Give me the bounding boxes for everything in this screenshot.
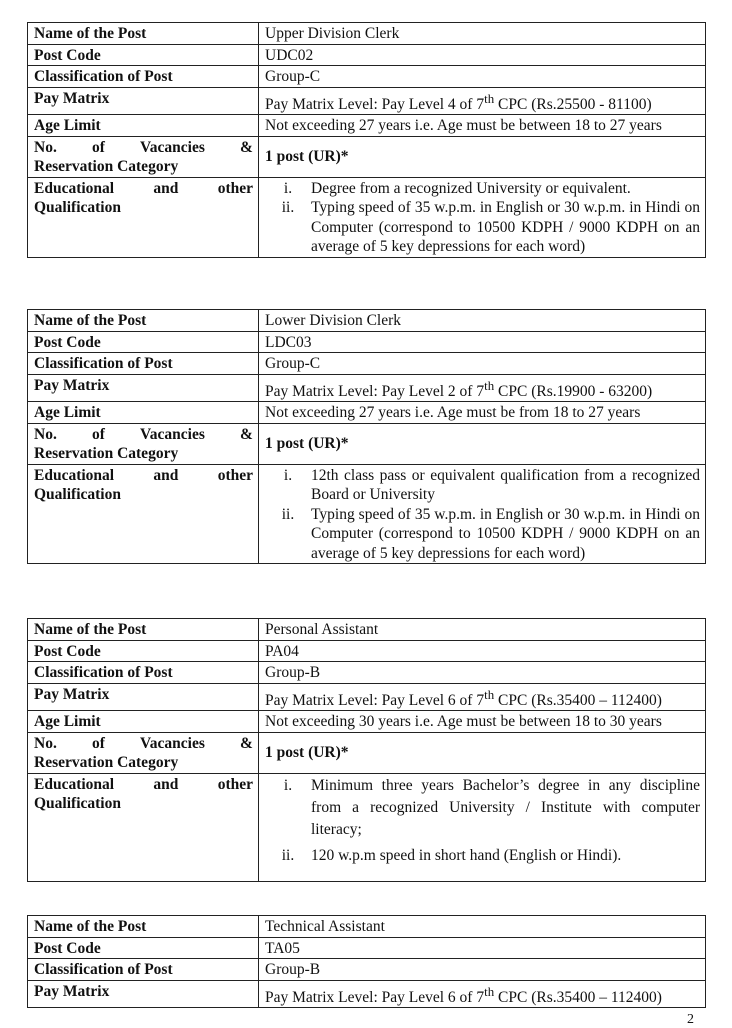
table-row — [28, 980, 706, 1008]
label-word: and — [153, 466, 179, 484]
label-vacancies — [28, 732, 259, 773]
label-classification: Classification of Post — [28, 662, 259, 684]
label-qualification — [28, 773, 259, 881]
post-qualifications — [259, 773, 706, 881]
pay-text-b: CPC (Rs.35400 – 112400) — [494, 988, 662, 1006]
post-code: PA04 — [259, 640, 706, 662]
qualification-list — [265, 466, 700, 564]
qualification-list — [265, 179, 700, 257]
list-item — [265, 198, 700, 257]
label-word: of — [91, 734, 105, 752]
post-pay-matrix — [259, 374, 706, 402]
label-post-code: Post Code — [28, 331, 259, 353]
pay-text-b: CPC (Rs.35400 – 112400) — [494, 691, 662, 709]
label-pay-matrix: Pay Matrix — [28, 980, 259, 1008]
label-word: Qualification — [34, 199, 121, 217]
pay-text-a: Pay Matrix Level: Pay Level 4 of 7 — [265, 95, 485, 113]
post-classification: Group-B — [259, 959, 706, 981]
post-code: LDC03 — [259, 331, 706, 353]
label-word: Qualification — [34, 795, 121, 813]
list-item — [265, 466, 700, 505]
page-number: 2 — [687, 1012, 694, 1027]
label-word: Educational — [34, 179, 115, 197]
label-age-limit: Age Limit — [28, 402, 259, 424]
label-word: Educational — [34, 775, 115, 793]
label-vacancies — [28, 136, 259, 177]
label-pay-matrix: Pay Matrix — [28, 87, 259, 115]
label-word: Reservation Category — [34, 754, 179, 772]
list-text: 12th class pass or equivalent qualification from a recognized Board or University — [311, 466, 700, 504]
post-table-ta — [27, 915, 706, 1008]
post-pay-matrix — [259, 980, 706, 1008]
label-name-of-post: Name of the Post — [28, 310, 259, 332]
label-word: other — [217, 466, 253, 484]
table-row — [28, 331, 706, 353]
table-row — [28, 916, 706, 938]
list-text: Minimum three years Bachelor’s degree in any discipline from a recognized University / Institute with computer literacy; — [311, 776, 700, 838]
table-row — [28, 464, 706, 564]
table-row — [28, 640, 706, 662]
table-row — [28, 310, 706, 332]
label-qualification — [28, 464, 259, 564]
label-classification: Classification of Post — [28, 66, 259, 88]
table-row — [28, 619, 706, 641]
table-row — [28, 711, 706, 733]
list-number: ii. — [281, 846, 295, 864]
table-row — [28, 683, 706, 711]
post-code: TA05 — [259, 937, 706, 959]
list-item — [265, 775, 700, 841]
label-word: other — [217, 775, 253, 793]
pay-text-a: Pay Matrix Level: Pay Level 6 of 7 — [265, 988, 485, 1006]
table-row — [28, 959, 706, 981]
label-word: of — [91, 138, 105, 156]
table-row — [28, 115, 706, 137]
list-text: 120 w.p.m speed in short hand (English or Hindi). — [311, 846, 622, 864]
label-word: & — [240, 425, 253, 443]
list-number: i. — [283, 179, 293, 197]
list-text: Typing speed of 35 w.p.m. in English or 30 w.p.m. in Hindi on Computer (correspond to 10500 KDPH / 9000 KDPH on an average of 5 key depressions for each word) — [311, 199, 700, 256]
table-row — [28, 662, 706, 684]
post-vacancies: 1 post (UR)* — [259, 136, 706, 177]
table-row — [28, 773, 706, 881]
list-number: ii. — [281, 199, 295, 217]
post-age-limit: Not exceeding 30 years i.e. Age must be between 18 to 30 years — [259, 711, 706, 733]
pay-text-sup: th — [484, 983, 495, 999]
label-word: Vacancies — [140, 138, 205, 156]
label-word: Reservation Category — [34, 158, 179, 176]
post-name: Technical Assistant — [259, 916, 706, 938]
label-word: & — [240, 734, 253, 752]
label-word: other — [217, 179, 253, 197]
post-classification: Group-C — [259, 66, 706, 88]
label-classification: Classification of Post — [28, 353, 259, 375]
table-row — [28, 423, 706, 464]
label-name-of-post: Name of the Post — [28, 23, 259, 45]
pay-text-sup: th — [484, 686, 495, 702]
post-name: Personal Assistant — [259, 619, 706, 641]
label-name-of-post: Name of the Post — [28, 916, 259, 938]
list-text: Degree from a recognized University or equivalent. — [311, 179, 631, 197]
post-age-limit: Not exceeding 27 years i.e. Age must be from 18 to 27 years — [259, 402, 706, 424]
label-word: and — [153, 775, 179, 793]
post-table-ldc — [27, 309, 706, 564]
post-pay-matrix — [259, 683, 706, 711]
table-row — [28, 937, 706, 959]
label-pay-matrix: Pay Matrix — [28, 683, 259, 711]
pay-text-sup: th — [484, 90, 495, 106]
qualification-list — [265, 775, 700, 867]
post-age-limit: Not exceeding 27 years i.e. Age must be between 18 to 27 years — [259, 115, 706, 137]
label-classification: Classification of Post — [28, 959, 259, 981]
pay-text-a: Pay Matrix Level: Pay Level 6 of 7 — [265, 691, 485, 709]
label-qualification — [28, 177, 259, 257]
label-vacancies — [28, 423, 259, 464]
list-number: i. — [283, 776, 293, 794]
label-word: Educational — [34, 466, 115, 484]
table-row — [28, 136, 706, 177]
label-word: of — [91, 425, 105, 443]
label-age-limit: Age Limit — [28, 711, 259, 733]
table-row — [28, 732, 706, 773]
label-word: Reservation Category — [34, 445, 179, 463]
pay-text-b: CPC (Rs.19900 - 63200) — [494, 382, 653, 400]
pay-text-b: CPC (Rs.25500 - 81100) — [494, 95, 652, 113]
list-number: ii. — [281, 505, 295, 523]
table-row — [28, 353, 706, 375]
post-name: Lower Division Clerk — [259, 310, 706, 332]
post-classification: Group-B — [259, 662, 706, 684]
table-row — [28, 23, 706, 45]
list-item — [265, 179, 700, 199]
post-table-udc — [27, 22, 706, 258]
label-word: & — [240, 138, 253, 156]
post-pay-matrix — [259, 87, 706, 115]
table-row — [28, 402, 706, 424]
label-word: No. — [34, 425, 57, 443]
label-word: No. — [34, 734, 57, 752]
table-row — [28, 44, 706, 66]
list-item — [265, 845, 700, 867]
post-table-pa — [27, 618, 706, 882]
post-classification: Group-C — [259, 353, 706, 375]
label-post-code: Post Code — [28, 640, 259, 662]
pay-text-a: Pay Matrix Level: Pay Level 2 of 7 — [265, 382, 485, 400]
label-age-limit: Age Limit — [28, 115, 259, 137]
pay-text-sup: th — [484, 377, 495, 393]
label-post-code: Post Code — [28, 937, 259, 959]
post-code: UDC02 — [259, 44, 706, 66]
label-word: and — [153, 179, 179, 197]
post-qualifications — [259, 177, 706, 257]
post-qualifications — [259, 464, 706, 564]
label-pay-matrix: Pay Matrix — [28, 374, 259, 402]
list-number: i. — [283, 466, 293, 484]
label-word: Qualification — [34, 486, 121, 504]
table-row — [28, 66, 706, 88]
table-row — [28, 374, 706, 402]
list-item — [265, 505, 700, 564]
post-name: Upper Division Clerk — [259, 23, 706, 45]
label-name-of-post: Name of the Post — [28, 619, 259, 641]
label-word: Vacancies — [140, 734, 205, 752]
post-vacancies: 1 post (UR)* — [259, 423, 706, 464]
table-row — [28, 87, 706, 115]
post-vacancies: 1 post (UR)* — [259, 732, 706, 773]
label-post-code: Post Code — [28, 44, 259, 66]
table-row — [28, 177, 706, 257]
label-word: No. — [34, 138, 57, 156]
label-word: Vacancies — [140, 425, 205, 443]
list-text: Typing speed of 35 w.p.m. in English or 30 w.p.m. in Hindi on Computer (correspond to 10500 KDPH / 9000 KDPH on an average of 5 key depressions for each word) — [311, 505, 700, 562]
